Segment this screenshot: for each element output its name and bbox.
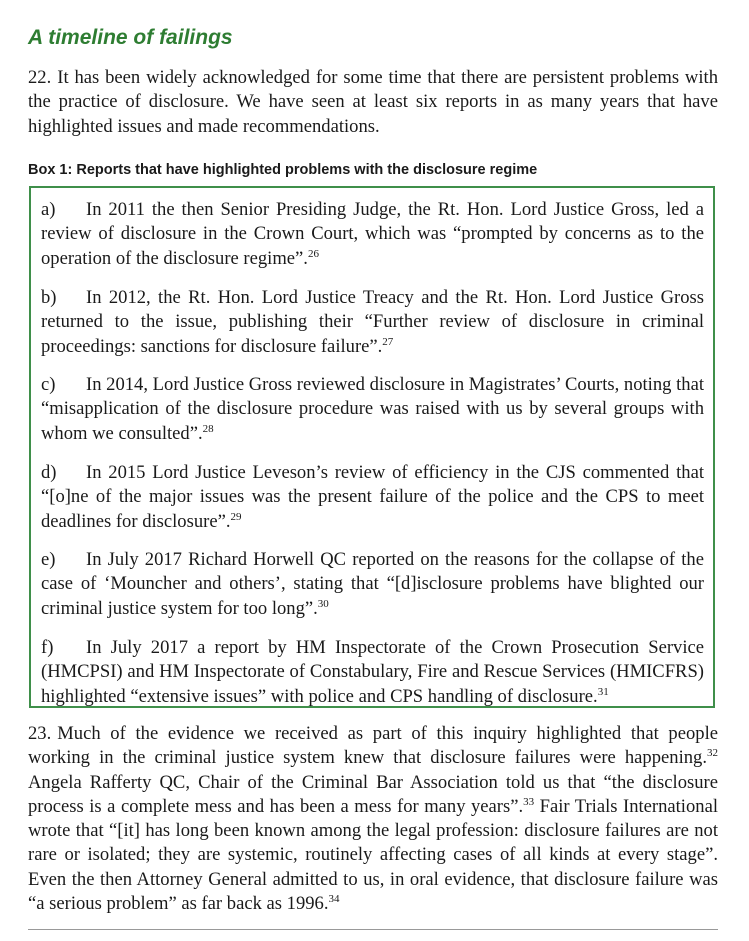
box-item-a (41, 198, 704, 271)
item-text: In 2014, Lord Justice Gross reviewed disclosure in Magistrates’ Courts, noting that “misapplication of the disclosure procedure was raised with us by several groups with whom we consulted”. (41, 374, 704, 444)
item-letter: c) (41, 374, 56, 395)
box-item-e (41, 548, 704, 621)
box-item-f (41, 636, 704, 709)
item-letter: b) (41, 287, 57, 308)
paragraph-text: Fair Trials International wrote that “[it] has long been known among the legal profession: disclosure failures are not rare or isolated; they are systemic, routinely affecting cases of all kinds at every stage”. Even the then Attorney General admitted to us, in oral evidence, that disclosure failure was “a serious problem” as far back as 1996. (28, 795, 718, 915)
paragraph-number: 22. (28, 67, 52, 88)
item-text: In July 2017 Richard Horwell QC reported on the reasons for the collapse of the case of ‘Mouncher and others’, stating that “[d]isclosure problems have blighted our criminal justice system for too long”. (41, 549, 704, 619)
footnote-ref[interactable]: 28 (202, 422, 214, 435)
footnote-divider (28, 929, 718, 930)
footnote-ref[interactable]: 32 (707, 747, 718, 760)
item-text: In July 2017 a report by HM Inspectorate of the Crown Prosecution Service (HMCPSI) and HM Inspectorate of Constabulary, Fire and Rescue Services (HMICFRS) highlighted “extensive issues” with police and CPS handling of disclosure. (41, 637, 704, 707)
footnote-ref[interactable]: 29 (230, 510, 242, 523)
item-text: In 2012, the Rt. Hon. Lord Justice Treacy and the Rt. Hon. Lord Justice Gross returned to the issue, publishing their “Further review of disclosure in criminal proceedings: sanctions for disclosure failure”. (41, 287, 704, 357)
box-title: Box 1: Reports that have highlighted problems with the disclosure regime (28, 162, 538, 178)
footnote-ref[interactable]: 30 (317, 597, 329, 610)
paragraph-text: Much of the evidence we received as part of this inquiry highlighted that people working in the criminal justice system knew that disclosure failures were happening. (28, 723, 718, 769)
box-item-b (41, 286, 704, 359)
footnote-ref[interactable]: 26 (307, 247, 319, 260)
item-letter: a) (41, 199, 56, 220)
paragraph-22 (28, 66, 718, 139)
item-text: In 2015 Lord Justice Leveson’s review of efficiency in the CJS commented that “[o]ne of the major issues was the present failure of the police and the CPS to meet deadlines for disclosure”. (41, 462, 704, 532)
item-letter: e) (41, 549, 56, 570)
paragraph-23 (28, 722, 718, 916)
footnote-ref[interactable]: 31 (597, 685, 609, 698)
footnote-ref[interactable]: 27 (382, 335, 394, 348)
paragraph-text: Angela Rafferty QC, Chair of the Criminal Bar Association told us that “the disclosure process is a complete mess and has been a mess for many years”. (28, 771, 718, 817)
paragraph-text: It has been widely acknowledged for some time that there are persistent problems with the practice of disclosure. We have seen at least six reports in as many years that have highlighted issues and made recommendations. (28, 67, 718, 137)
box-item-d (41, 461, 704, 534)
box-item-c (41, 373, 704, 446)
paragraph-number: 23. (28, 723, 52, 744)
item-text: In 2011 the then Senior Presiding Judge, the Rt. Hon. Lord Justice Gross, led a review of disclosure in the Crown Court, which was “prompted by concerns as to the operation of the disclosure regime”. (41, 199, 704, 269)
footnote-ref[interactable]: 34 (328, 892, 340, 905)
footnote-ref[interactable]: 33 (523, 795, 535, 808)
item-letter: d) (41, 462, 57, 483)
section-heading: A timeline of failings (28, 26, 233, 49)
item-letter: f) (41, 637, 54, 658)
